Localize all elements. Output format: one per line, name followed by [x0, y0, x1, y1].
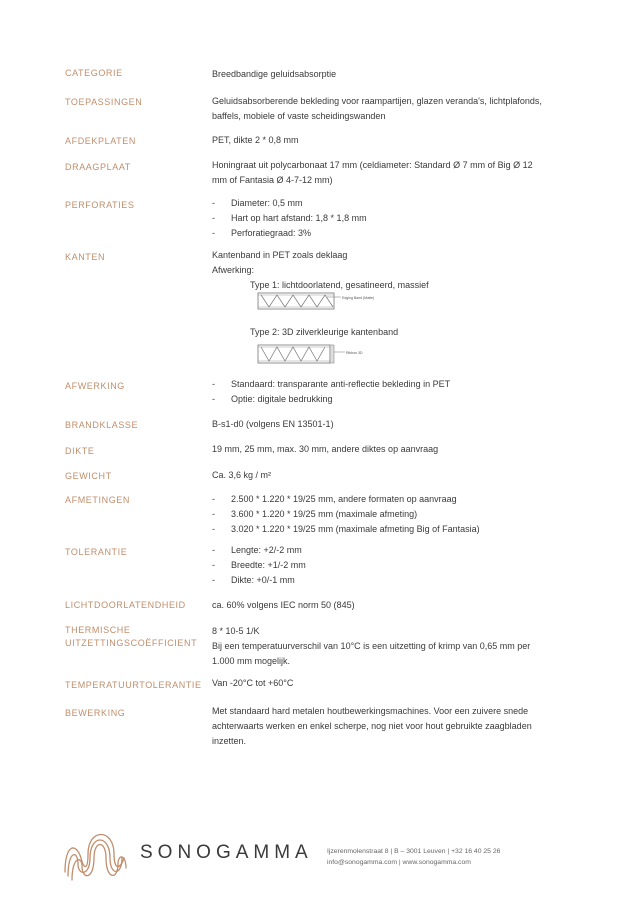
footer-address: Ijzerenmolenstraat 8 | B – 3001 Leuven | +32 16 40 25 26: [327, 848, 501, 855]
value-line: 1.000 mm mogelijk.: [212, 656, 291, 666]
row-value: [212, 624, 592, 669]
row-label: KANTEN: [65, 252, 106, 262]
edge-type-1-diagram: [257, 289, 375, 315]
row-value: [212, 248, 592, 293]
value-line: B-s1-d0 (volgens EN 13501-1): [212, 419, 334, 429]
row-value: [212, 67, 592, 82]
bullet-item: - 2.500 * 1.220 * 19/25 mm, andere formaten op aanvraag: [212, 494, 457, 504]
label-line: UITZETTINGSCOËFFICIENT: [65, 638, 198, 648]
sonogamma-logo-icon: [64, 828, 130, 884]
row-value: [212, 377, 592, 407]
value-line: Van -20°C tot +60°C: [212, 678, 294, 688]
value-line: Met standaard hard metalen houtbewerkingsmachines. Voor een zuivere snede: [212, 706, 529, 716]
row-value: [212, 543, 592, 588]
row-label: AFDEKPLATEN: [65, 136, 136, 146]
row-label: AFWERKING: [65, 381, 125, 391]
row-label: DRAAGPLAAT: [65, 162, 131, 172]
row-value: [212, 676, 592, 691]
row-label: BEWERKING: [65, 708, 126, 718]
row-label: DIKTE: [65, 446, 95, 456]
diagram-1-label: Edging Band (Matte): [342, 296, 375, 300]
edge-type-2-label: Type 2: 3D zilverkleurige kantenband: [250, 327, 399, 337]
bullet-item: - 3.600 * 1.220 * 19/25 mm (maximale afmeting): [212, 509, 418, 519]
brand-name: SONOGAMMA: [140, 842, 313, 863]
value-line: achterwaarts werken en enkel scherpe, nog niet voor hout gebruikte zaagbladen: [212, 721, 532, 731]
value-line: Bij een temperatuurverschil van 10°C is een uitzetting of krimp van 0,65 mm per: [212, 641, 531, 651]
diagram-2-label: Ribbon 3D: [346, 351, 363, 355]
row-value: [212, 158, 592, 188]
value-line: baffels, mobiele of vaste scheidingswanden: [212, 111, 386, 121]
bullet-item: - 3.020 * 1.220 * 19/25 mm (maximale afmeting Big of Fantasia): [212, 524, 480, 534]
value-line: Geluidsabsorberende bekleding voor raampartijen, glazen veranda's, lichtplafonds,: [212, 96, 542, 106]
row-label: TOEPASSINGEN: [65, 97, 143, 107]
footer-contact: [327, 846, 500, 868]
row-label: LICHTDOORLATENDHEID: [65, 600, 186, 610]
bullet-item: - Hart op hart afstand: 1,8 * 1,8 mm: [212, 213, 367, 223]
value-line: Ca. 3,6 kg / m²: [212, 470, 272, 480]
row-label: CATEGORIE: [65, 68, 123, 78]
row-label: TOLERANTIE: [65, 547, 128, 557]
value-line: inzetten.: [212, 736, 247, 746]
row-label: BRANDKLASSE: [65, 420, 139, 430]
row-label: [65, 624, 197, 650]
row-value: [212, 196, 592, 241]
bullet-item: - Diameter: 0,5 mm: [212, 198, 303, 208]
row-value: [212, 598, 592, 613]
edge-type-1-label: Type 1: lichtdoorlatend, gesatineerd, massief: [250, 280, 429, 290]
row-value: [212, 468, 592, 483]
row-label: AFMETINGEN: [65, 495, 131, 505]
bullet-item: - Standaard: transparante anti-reflectie bekleding in PET: [212, 379, 451, 389]
row-value: [212, 325, 592, 340]
value-line: mm of Fantasia Ø 4-7-12 mm): [212, 175, 333, 185]
row-value: [212, 492, 592, 537]
footer-email-web: info@sonogamma.com | www.sonogamma.com: [327, 859, 471, 866]
bullet-item: - Perforatiegraad: 3%: [212, 228, 312, 238]
value-line: 19 mm, 25 mm, max. 30 mm, andere diktes op aanvraag: [212, 444, 439, 454]
bullet-item: - Lengte: +2/-2 mm: [212, 545, 302, 555]
value-line: 8 * 10-5 1/K: [212, 626, 260, 636]
row-value: [212, 417, 592, 432]
value-line: Honingraat uit polycarbonaat 17 mm (celdiameter: Standard Ø 7 mm of Big Ø 12: [212, 160, 533, 170]
row-value: [212, 704, 592, 749]
value-line: Kantenband in PET zoals deklaag: [212, 250, 348, 260]
edge-type-2-diagram: [257, 342, 367, 368]
bullet-item: - Dikte: +0/-1 mm: [212, 575, 295, 585]
row-value: [212, 133, 592, 148]
row-value: [212, 442, 592, 457]
value-line: PET, dikte 2 * 0,8 mm: [212, 135, 299, 145]
value-line: Afwerking:: [212, 265, 255, 275]
value-line: Breedbandige geluidsabsorptie: [212, 69, 337, 79]
bullet-item: - Breedte: +1/-2 mm: [212, 560, 306, 570]
row-value: [212, 94, 592, 124]
bullet-item: - Optie: digitale bedrukking: [212, 394, 333, 404]
row-label: PERFORATIES: [65, 200, 135, 210]
value-line: ca. 60% volgens IEC norm 50 (845): [212, 600, 355, 610]
label-line: THERMISCHE: [65, 625, 131, 635]
row-label: GEWICHT: [65, 471, 112, 481]
row-label: TEMPERATUURTOLERANTIE: [65, 680, 202, 690]
